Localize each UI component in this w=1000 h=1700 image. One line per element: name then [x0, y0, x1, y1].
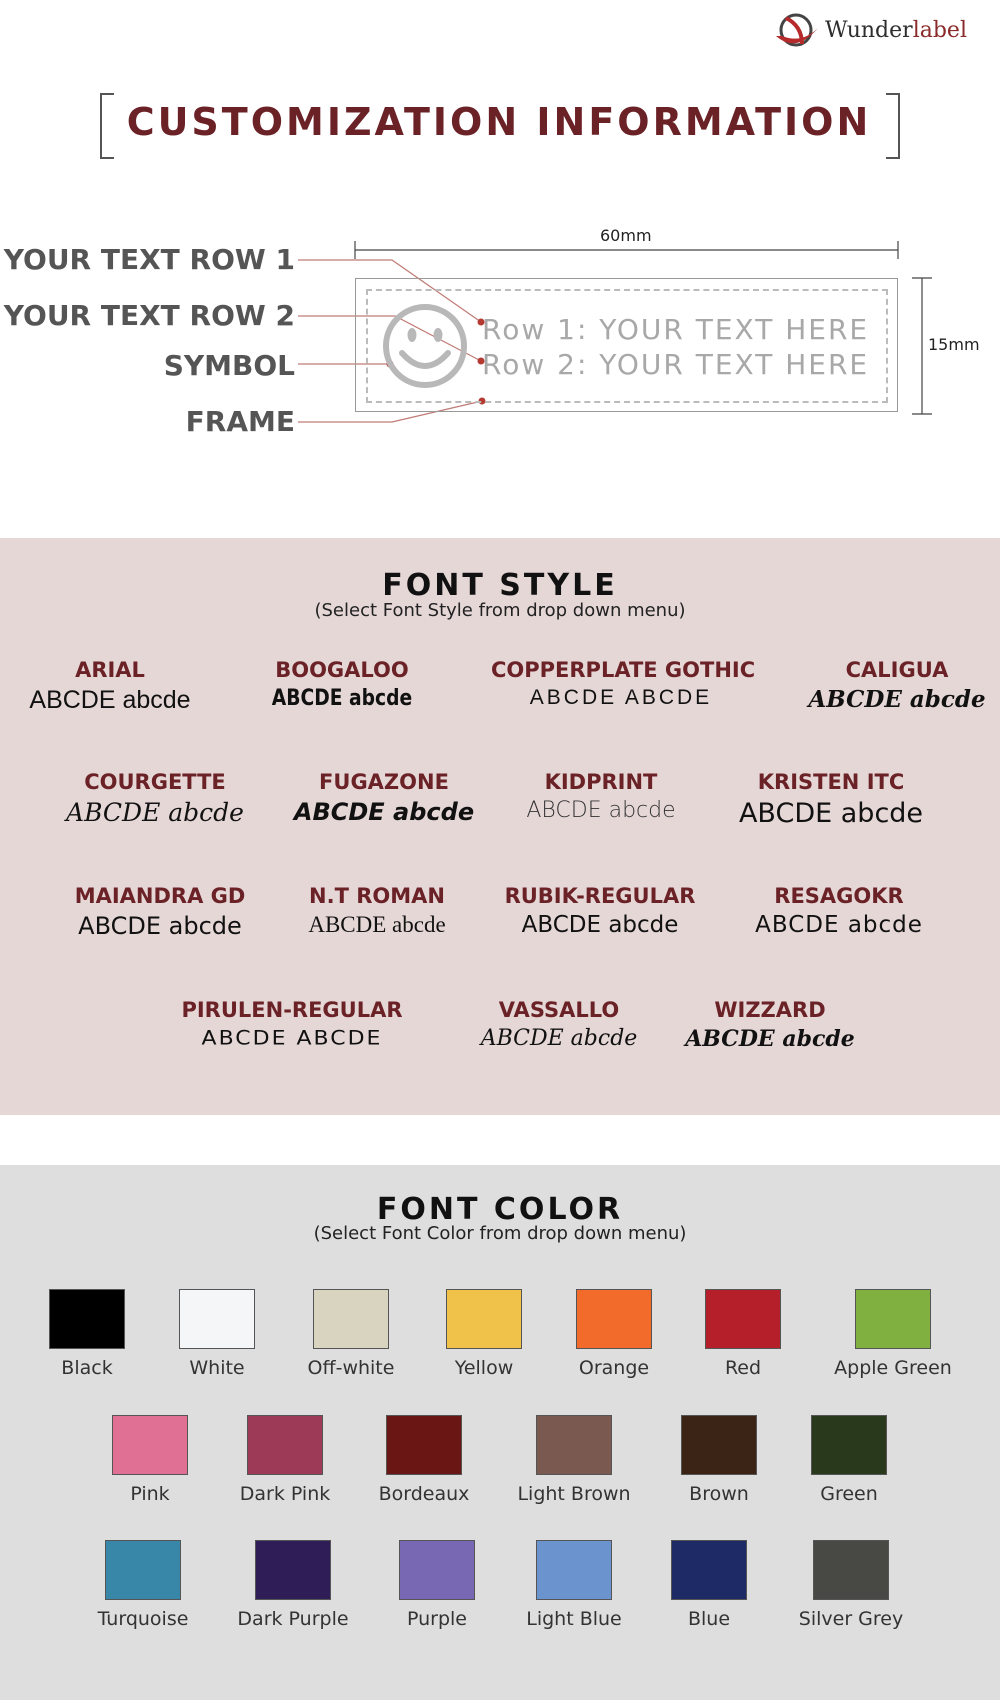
color-label: Dark Purple — [237, 1608, 349, 1630]
font-name: MAIANDRA GD — [74, 884, 246, 908]
color-chip — [813, 1540, 889, 1600]
callout-frame: FRAME — [185, 405, 295, 438]
label-row-2-text: Row 2: YOUR TEXT HERE — [482, 348, 870, 381]
color-chip — [855, 1289, 931, 1349]
color-label: Apple Green — [834, 1357, 952, 1379]
font-option-wizzard — [640, 998, 900, 1052]
font-name: FUGAZONE — [319, 770, 449, 794]
font-sample: ABCDE abcde — [293, 798, 475, 826]
color-label: Dark Pink — [239, 1483, 331, 1505]
font-name: BOOGALOO — [275, 658, 409, 682]
color-chip — [811, 1415, 887, 1475]
font-sample: ABCDE abcde — [685, 1026, 855, 1052]
font-sample: ABCDE abcde — [738, 798, 924, 829]
color-chip — [536, 1540, 612, 1600]
brand-name: Wunderlabel — [825, 18, 967, 43]
color-label: White — [189, 1357, 245, 1379]
smiley-icon — [380, 301, 470, 391]
color-chip — [179, 1289, 255, 1349]
color-chip — [49, 1289, 125, 1349]
color-label: Bordeaux — [378, 1483, 470, 1505]
font-option-copperplate-gothic — [491, 658, 756, 710]
color-swatch-red — [668, 1289, 818, 1379]
font-style-section — [0, 538, 1000, 1115]
label-row-1-text: Row 1: YOUR TEXT HERE — [482, 313, 870, 346]
font-style-subtitle: (Select Font Style from drop down menu) — [314, 600, 686, 621]
color-swatch-brown — [644, 1415, 794, 1505]
color-swatch-silver-grey — [776, 1540, 926, 1630]
height-dimension-label: 15mm — [928, 335, 980, 354]
color-label: Black — [61, 1357, 113, 1379]
font-name: KRISTEN ITC — [757, 770, 905, 794]
font-sample: ABCDE abcde — [480, 1026, 638, 1051]
color-chip — [446, 1289, 522, 1349]
font-name: CALIGUA — [845, 658, 949, 682]
font-name: WIZZARD — [714, 998, 826, 1022]
color-chip — [313, 1289, 389, 1349]
color-chip — [112, 1415, 188, 1475]
color-label: Silver Grey — [798, 1608, 904, 1630]
font-option-resagokr — [709, 884, 969, 938]
color-label: Brown — [689, 1483, 749, 1505]
font-name: ARIAL — [75, 658, 145, 682]
page-title: CUSTOMIZATION INFORMATION — [126, 100, 872, 144]
font-sample: ABCDE abcde — [521, 912, 679, 938]
font-color-title: FONT COLOR — [376, 1192, 624, 1227]
font-name: N.T ROMAN — [309, 884, 445, 908]
color-chip — [705, 1289, 781, 1349]
color-chip — [386, 1415, 462, 1475]
font-color-subtitle: (Select Font Color from drop down menu) — [313, 1223, 687, 1244]
font-color-section — [0, 1165, 1000, 1700]
width-dimension-label: 60mm — [600, 226, 652, 245]
font-option-boogaloo — [212, 658, 472, 711]
font-sample: ABCDE ABCDE — [529, 686, 713, 709]
font-option-rubik-regular — [470, 884, 730, 938]
color-label: Blue — [687, 1608, 731, 1630]
color-chip — [536, 1415, 612, 1475]
font-option-kidprint — [471, 770, 731, 823]
font-name: VASSALLO — [498, 998, 620, 1022]
color-chip — [576, 1289, 652, 1349]
font-name: COURGETTE — [84, 770, 226, 794]
color-swatch-pink — [75, 1415, 225, 1505]
font-style-title: FONT STYLE — [382, 568, 618, 603]
color-label: Pink — [130, 1483, 170, 1505]
callout-text-row-1: YOUR TEXT ROW 1 — [3, 243, 295, 276]
color-swatch-blue — [634, 1540, 784, 1630]
color-swatch-dark-purple — [218, 1540, 368, 1630]
font-sample: ABCDE abcde — [755, 912, 923, 938]
font-sample: ABCDE abcde — [808, 686, 986, 713]
color-label: Purple — [406, 1608, 467, 1630]
font-option-arial — [0, 658, 240, 715]
font-option-caligua — [767, 658, 1000, 713]
font-sample: ABCDE abcde — [78, 912, 242, 940]
font-option-kristen-itc — [701, 770, 961, 829]
color-label: Green — [820, 1483, 878, 1505]
color-swatch-dark-pink — [210, 1415, 360, 1505]
color-label: Yellow — [454, 1357, 514, 1379]
color-chip — [105, 1540, 181, 1600]
color-label: Off-white — [307, 1357, 395, 1379]
color-chip — [247, 1415, 323, 1475]
font-sample: ABCDE abcde — [308, 912, 446, 937]
color-label: Light Brown — [517, 1483, 631, 1505]
color-label: Orange — [578, 1357, 650, 1379]
color-chip — [255, 1540, 331, 1600]
font-name: PIRULEN-REGULAR — [181, 998, 403, 1022]
color-swatch-bordeaux — [349, 1415, 499, 1505]
color-chip — [399, 1540, 475, 1600]
color-swatch-turquoise — [68, 1540, 218, 1630]
font-sample: ABCDE abcde — [271, 686, 413, 711]
font-sample: ABCDE abcde — [526, 798, 676, 823]
color-chip — [671, 1540, 747, 1600]
color-swatch-off-white — [276, 1289, 426, 1379]
font-option-nt-roman — [247, 884, 507, 938]
font-option-pirulen-regular — [162, 998, 422, 1051]
callout-symbol: SYMBOL — [163, 349, 295, 382]
callout-text-row-2: YOUR TEXT ROW 2 — [3, 299, 295, 332]
color-label: Red — [724, 1357, 762, 1379]
color-swatch-orange — [539, 1289, 689, 1379]
color-swatch-green — [774, 1415, 924, 1505]
color-swatch-light-brown — [499, 1415, 649, 1505]
font-name: KIDPRINT — [544, 770, 658, 794]
font-name: RESAGOKR — [774, 884, 904, 908]
font-sample: ABCDE abcde — [66, 798, 244, 827]
font-name: COPPERPLATE GOTHIC — [491, 658, 756, 682]
color-swatch-yellow — [409, 1289, 559, 1379]
font-sample: ABCDE ABCDE — [201, 1027, 383, 1050]
font-sample: ABCDE abcde — [29, 686, 191, 714]
font-name: RUBIK-REGULAR — [504, 884, 696, 908]
color-chip — [681, 1415, 757, 1475]
color-swatch-black — [12, 1289, 162, 1379]
color-label: Turquoise — [97, 1608, 189, 1630]
color-swatch-white — [142, 1289, 292, 1379]
color-swatch-light-blue — [499, 1540, 649, 1630]
color-swatch-purple — [362, 1540, 512, 1630]
font-option-courgette — [25, 770, 285, 827]
color-label: Light Blue — [526, 1608, 622, 1630]
color-swatch-apple-green — [818, 1289, 968, 1379]
